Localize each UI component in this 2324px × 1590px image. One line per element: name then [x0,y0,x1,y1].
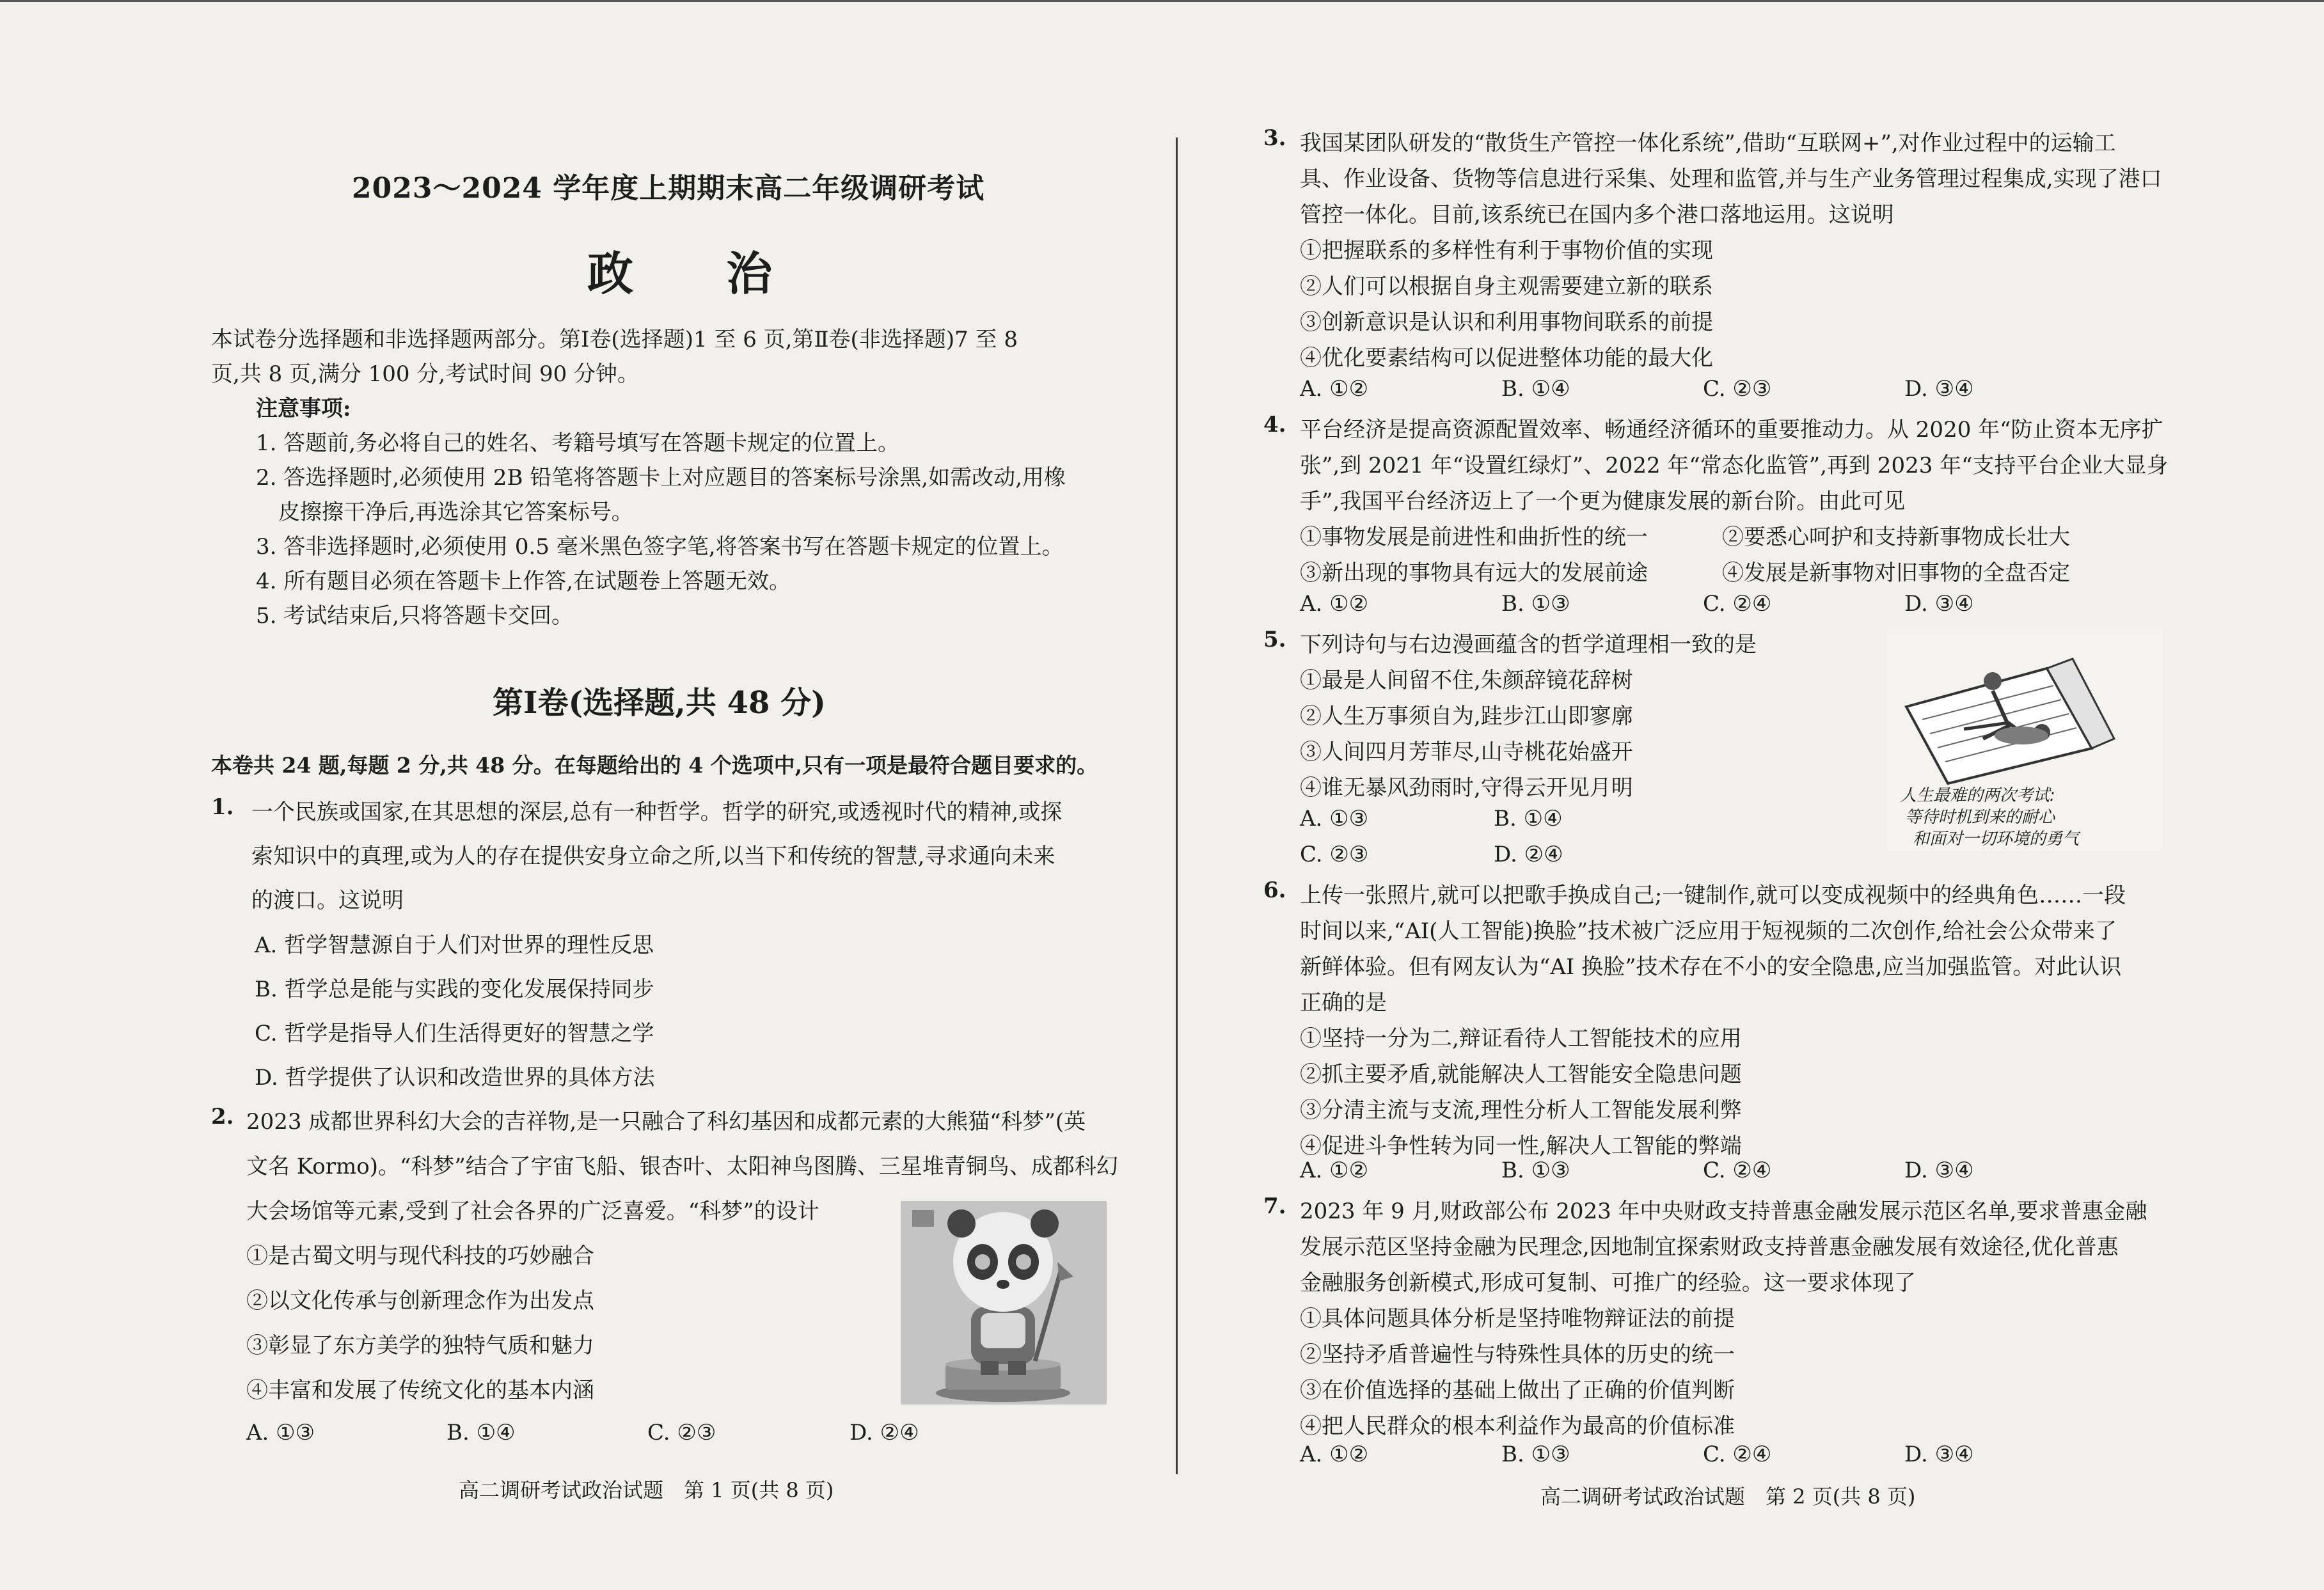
statement-item: ①具体问题具体分析是坚持唯物辩证法的前提 [1300,1306,1735,1332]
statement-item: ①事物发展是前进性和曲折性的统一 [1300,524,1648,550]
cartoon-illustration [1887,630,2163,851]
statement-item: ②人们可以根据自身主观需要建立新的联系 [1300,274,1713,299]
cartoon-caption-line: 人生最难的两次考试: [1900,786,2055,805]
statement-item: ③分清主流与支流,理性分析人工智能发展利弊 [1300,1098,1742,1123]
question-stem-line: 平台经济是提高资源配置效率、畅通经济循环的重要推动力。从 2020 年“防止资本无序扩 [1300,417,2163,443]
notice-item: 1. 答题前,务必将自己的姓名、考籍号填写在答题卡规定的位置上。 [256,430,900,456]
statement-item: ①坚持一分为二,辩证看待人工智能技术的应用 [1300,1026,1742,1051]
answer-option: B. ①③ [1501,1158,1570,1183]
question-stem-line: 管控一体化。目前,该系统已在国内多个港口落地运用。这说明 [1300,202,1894,228]
question-stem-line: 文名 Kormo)。“科梦”结合了宇宙飞船、银杏叶、太阳神鸟图腾、三星堆青铜鸟、成都科幻 [246,1154,1118,1179]
question-stem-line: 具、作业设备、货物等信息进行采集、处理和监管,并与生产业务管理过程集成,实现了港口 [1300,166,2162,192]
statement-item: ④促进斗争性转为同一性,解决人工智能的弊端 [1300,1133,1742,1159]
statement-item: ②坚持矛盾普遍性与特殊性具体的历史的统一 [1300,1342,1735,1367]
statement-item: ②以文化传承与创新理念作为出发点 [246,1288,594,1314]
mascot-photo [901,1201,1107,1405]
subject-title: 政 治 [587,246,811,301]
notice-heading: 注意事项: [256,396,351,421]
answer-option: D. ③④ [1904,1158,1974,1183]
answer-option: C. ②③ [647,1420,716,1445]
cartoon-caption-line: 等待时机到来的耐心 [1905,808,2055,827]
answer-option: C. ②③ [1703,376,1772,402]
question-number: 4. [1263,412,1286,437]
exam-title: 2023～2024 学年度上期期末高二年级调研考试 [352,172,985,205]
answer-option: C. ②③ [1300,842,1369,867]
question-number: 1. [211,794,234,820]
page-footer: 高二调研考试政治试题 第 1 页(共 8 页) [459,1478,834,1502]
answer-option: A. 哲学智慧源自于人们对世界的理性反思 [255,933,654,958]
question-stem-line: 一个民族或国家,在其思想的深层,总有一种哲学。哲学的研究,或透视时代的精神,或探 [251,799,1063,825]
question-stem-line: 我国某团队研发的“散货生产管控一体化系统”,借助“互联网+”,对作业过程中的运输工 [1300,130,2116,156]
answer-option: A. ①② [1300,1158,1369,1183]
statement-item: ③彰显了东方美学的独特气质和魅力 [246,1333,594,1358]
intro-line-2: 页,共 8 页,满分 100 分,考试时间 90 分钟。 [211,361,640,387]
question-stem-line: 2023 成都世界科幻大会的吉祥物,是一只融合了科幻基因和成都元素的大熊猫“科梦”(英 [246,1109,1086,1135]
intro-line-1: 本试卷分选择题和非选择题两部分。第Ⅰ卷(选择题)1 至 6 页,第Ⅱ卷(非选择题)7 至 8 [211,327,1018,352]
answer-option: D. ③④ [1904,591,1974,617]
answer-option: C. ②④ [1703,591,1772,617]
answer-option: D. ②④ [850,1420,919,1445]
statement-item: ①把握联系的多样性有利于事物价值的实现 [1300,238,1713,264]
question-stem-line: 正确的是 [1300,990,1387,1016]
answer-option: D. ②④ [1494,842,1563,867]
statement-item: ③人间四月芳菲尽,山寺桃花始盛开 [1300,739,1633,765]
statement-item: ④优化要素结构可以促进整体功能的最大化 [1300,345,1713,371]
question-stem-line: 上传一张照片,就可以把歌手换成自己;一键制作,就可以变成视频中的经典角色……一段 [1300,883,2126,908]
question-stem-line: 大会场馆等元素,受到了社会各界的广泛喜爱。“科梦”的设计 [246,1199,819,1224]
statement-item: ④发展是新事物对旧事物的全盘否定 [1722,560,2070,586]
answer-option: B. ①④ [1501,376,1570,402]
statement-item: ②要悉心呵护和支持新事物成长壮大 [1722,524,2070,550]
answer-option: B. ①④ [1494,806,1563,831]
question-number: 3. [1263,125,1286,151]
answer-option: A. ①② [1300,376,1369,402]
statement-item: ③新出现的事物具有远大的发展前途 [1300,560,1648,586]
question-stem-line: 2023 年 9 月,财政部公布 2023 年中央财政支持普惠金融发展示范区名单,要求普惠金融 [1300,1199,2147,1224]
statement-item: ①最是人间留不住,朱颜辞镜花辞树 [1300,668,1633,693]
answer-option: A. ①② [1300,1442,1369,1467]
statement-item: ②人生万事须自为,跬步江山即寥廓 [1300,704,1633,729]
notice-item: 皮擦擦干净后,再选涂其它答案标号。 [278,500,633,525]
answer-option: D. ③④ [1904,376,1974,402]
page-footer: 高二调研考试政治试题 第 2 页(共 8 页) [1540,1484,1916,1509]
cartoon-caption-line: 和面对一切环境的勇气 [1913,830,2080,849]
section-title: 第Ⅰ卷(选择题,共 48 分) [493,685,826,721]
answer-option: A. ①③ [246,1420,315,1445]
statement-item: ③创新意识是认识和利用事物间联系的前提 [1300,310,1713,335]
question-stem-line: 索知识中的真理,或为人的存在提供安身立命之所,以当下和传统的智慧,寻求通向未来 [251,844,1055,869]
answer-option: D. ③④ [1904,1442,1974,1467]
question-number: 2. [211,1104,234,1130]
section-description: 本卷共 24 题,每题 2 分,共 48 分。在每题给出的 4 个选项中,只有一项是最符合题目要求的。 [211,753,1098,778]
statement-item: ②抓主要矛盾,就能解决人工智能安全隐患问题 [1300,1062,1742,1087]
statement-item: ④谁无暴风劲雨时,守得云开见月明 [1300,775,1633,801]
notice-item: 2. 答选择题时,必须使用 2B 铅笔将答题卡上对应题目的答案标号涂黑,如需改动,用橡 [256,465,1066,491]
question-number: 5. [1263,627,1286,652]
answer-option: C. 哲学是指导人们生活得更好的智慧之学 [255,1021,654,1046]
question-number: 7. [1263,1193,1286,1219]
statement-item: ④把人民群众的根本利益作为最高的价值标准 [1300,1413,1735,1439]
question-stem-line: 时间以来,“AI(人工智能)换脸”技术被广泛应用于短视频的二次创作,给社会公众带来了 [1300,918,2117,944]
statement-item: ①是古蜀文明与现代科技的巧妙融合 [246,1243,594,1269]
question-stem-line: 张”,到 2021 年“设置红绿灯”、2022 年“常态化监管”,再到 2023 年“支持平台企业大显身 [1300,453,2169,478]
question-stem-line: 新鲜体验。但有网友认为“AI 换脸”技术存在不小的安全隐患,应当加强监管。对此认识 [1300,954,2122,980]
notice-item: 5. 考试结束后,只将答题卡交回。 [256,603,574,629]
answer-option: B. 哲学总是能与实践的变化发展保持同步 [255,977,654,1002]
question-stem-line: 下列诗句与右边漫画蕴含的哲学道理相一致的是 [1300,632,1757,657]
question-stem-line: 金融服务创新模式,形成可复制、可推广的经验。这一要求体现了 [1300,1270,1916,1296]
question-stem-line: 的渡口。这说明 [251,888,404,913]
answer-option: A. ①③ [1300,806,1369,831]
answer-option: B. ①④ [447,1420,516,1445]
question-stem-line: 手”,我国平台经济迈上了一个更为健康发展的新台阶。由此可见 [1300,489,1906,514]
answer-option: B. ①③ [1501,591,1570,617]
answer-option: B. ①③ [1501,1442,1570,1467]
statement-item: ③在价值选择的基础上做出了正确的价值判断 [1300,1378,1735,1403]
question-number: 6. [1263,878,1286,903]
answer-option: A. ①② [1300,591,1369,617]
answer-option: D. 哲学提供了认识和改造世界的具体方法 [255,1065,655,1090]
notice-item: 4. 所有题目必须在答题卡上作答,在试题卷上答题无效。 [256,569,791,594]
answer-option: C. ②④ [1703,1158,1772,1183]
answer-option: C. ②④ [1703,1442,1772,1467]
question-stem-line: 发展示范区坚持金融为民理念,因地制宜探索财政支持普惠金融发展有效途径,优化普惠 [1300,1234,2119,1260]
statement-item: ④丰富和发展了传统文化的基本内涵 [246,1378,594,1403]
notice-item: 3. 答非选择题时,必须使用 0.5 毫米黑色签字笔,将答案书写在答题卡规定的位置上。 [256,534,1064,560]
